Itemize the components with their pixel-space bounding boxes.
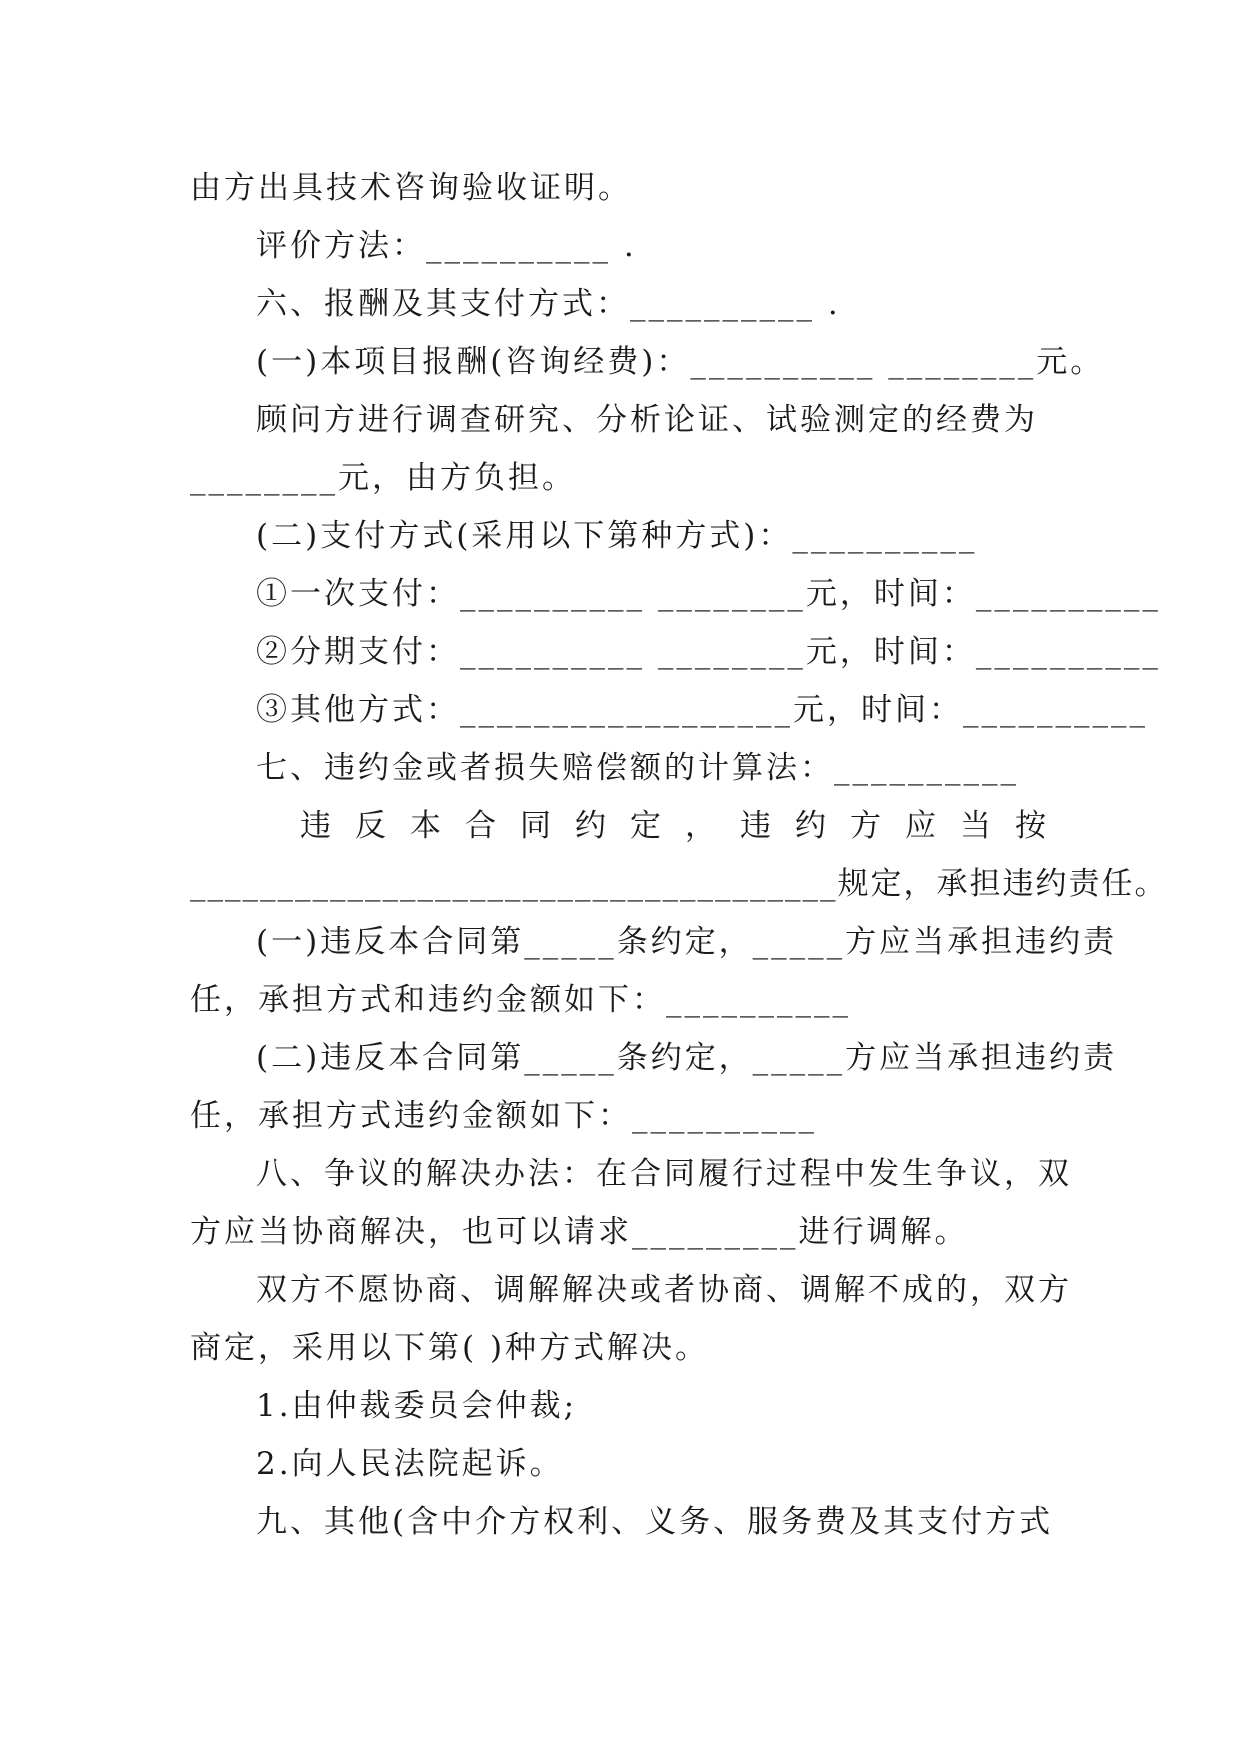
- text-line: (一)本项目报酬(咨询经费)：__________ ________元。: [256, 344, 1105, 380]
- text-line: ③其他方式：__________________元，时间：__________: [256, 692, 1148, 728]
- text-line: 七、违约金或者损失赔偿额的计算法：__________: [256, 750, 1019, 786]
- text-line: _____________________________________规定，承担违约责任。: [190, 866, 1168, 902]
- text-line: 八、争议的解决办法：在合同履行过程中发生争议，双: [256, 1156, 1072, 1192]
- text-line: 双方不愿协商、调解解决或者协商、调解不成的，双方: [256, 1272, 1072, 1308]
- text-line: 六、报酬及其支付方式：__________ .: [256, 286, 841, 322]
- text-line: 任，承担方式和违约金额如下：__________: [190, 982, 851, 1018]
- text-line: 商定，采用以下第( )种方式解决。: [190, 1330, 710, 1366]
- text-line: ________元，由方负担。: [190, 460, 576, 496]
- text-line: (二)支付方式(采用以下第种方式)：__________: [256, 518, 978, 554]
- text-line: (一)违反本合同第_____条约定，_____方应当承担违约责: [256, 924, 1118, 960]
- text-line: 方应当协商解决，也可以请求_________进行调解。: [190, 1214, 969, 1250]
- text-line: 1.由仲裁委员会仲裁;: [256, 1388, 578, 1424]
- text-line: 九、其他(含中介方权利、义务、服务费及其支付方式: [256, 1504, 1054, 1540]
- text-line: 由方出具技术咨询验收证明。: [190, 170, 632, 206]
- text-line: 顾问方进行调查研究、分析论证、试验测定的经费为: [256, 402, 1038, 438]
- text-line: 违反本合同约定，违约方应当按: [300, 808, 1070, 844]
- text-line: ①一次支付：__________ ________元，时间：__________: [256, 576, 1161, 612]
- text-line: 任，承担方式违约金额如下：__________: [190, 1098, 817, 1134]
- text-line: 2.向人民法院起诉。: [256, 1446, 564, 1482]
- text-line: 评价方法：__________ .: [256, 228, 637, 264]
- text-line: (二)违反本合同第_____条约定，_____方应当承担违约责: [256, 1040, 1118, 1076]
- text-line: ②分期支付：__________ ________元，时间：__________: [256, 634, 1161, 670]
